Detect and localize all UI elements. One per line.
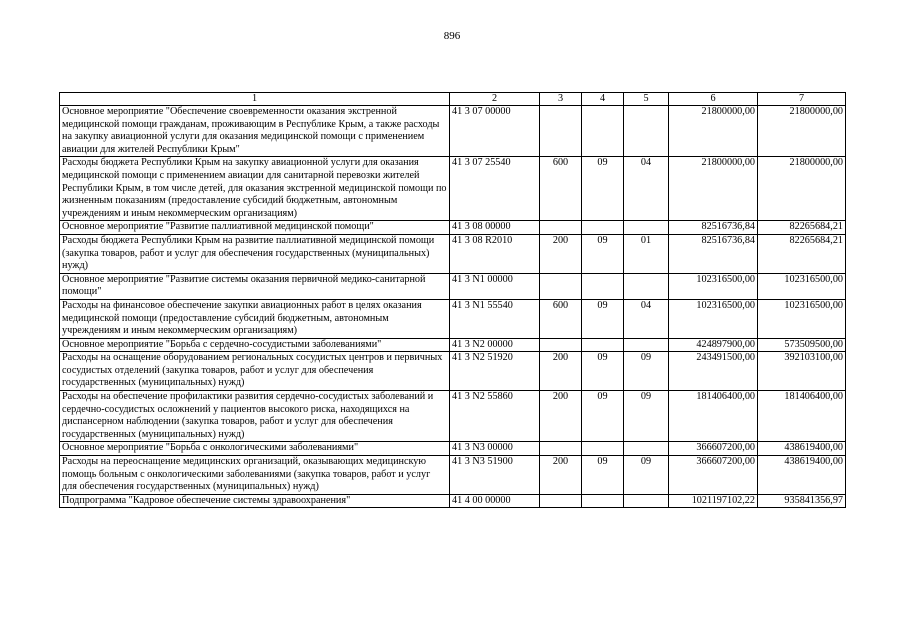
row-code: 41 3 N3 00000 (450, 442, 540, 456)
table-row (60, 106, 846, 157)
table-row (60, 338, 846, 352)
row-section: 09 (582, 352, 624, 391)
col-header-6: 6 (669, 93, 758, 106)
row-section: 09 (582, 234, 624, 273)
row-amount-col6: 1021197102,22 (669, 494, 758, 508)
row-name: Основное мероприятие "Развитие паллиативной медицинской помощи" (60, 221, 450, 235)
row-subsection: 01 (624, 234, 669, 273)
row-section (582, 338, 624, 352)
table-row (60, 157, 846, 221)
row-subsection (624, 106, 669, 157)
table-row (60, 299, 846, 338)
row-subsection (624, 494, 669, 508)
row-name: Основное мероприятие "Борьба с сердечно-сосудистыми заболеваниями" (60, 338, 450, 352)
row-code: 41 3 N2 55860 (450, 391, 540, 442)
row-expense-type: 200 (540, 391, 582, 442)
row-expense-type (540, 106, 582, 157)
row-section (582, 442, 624, 456)
table-header-row (60, 93, 846, 106)
row-section (582, 494, 624, 508)
row-amount-col7: 82265684,21 (758, 221, 846, 235)
table-row (60, 442, 846, 456)
row-subsection (624, 442, 669, 456)
row-amount-col6: 82516736,84 (669, 234, 758, 273)
table-row (60, 273, 846, 299)
row-amount-col6: 424897900,00 (669, 338, 758, 352)
row-amount-col7: 102316500,00 (758, 299, 846, 338)
row-amount-col6: 243491500,00 (669, 352, 758, 391)
table-row (60, 221, 846, 235)
col-header-4: 4 (582, 93, 624, 106)
row-section: 09 (582, 391, 624, 442)
row-expense-type (540, 442, 582, 456)
table-row (60, 234, 846, 273)
row-subsection: 09 (624, 456, 669, 495)
row-amount-col6: 102316500,00 (669, 299, 758, 338)
row-amount-col7: 21800000,00 (758, 157, 846, 221)
row-amount-col6: 21800000,00 (669, 106, 758, 157)
row-amount-col7: 102316500,00 (758, 273, 846, 299)
row-expense-type: 600 (540, 157, 582, 221)
col-header-3: 3 (540, 93, 582, 106)
table-body (60, 106, 846, 508)
row-code: 41 3 N1 00000 (450, 273, 540, 299)
col-header-2: 2 (450, 93, 540, 106)
row-amount-col6: 82516736,84 (669, 221, 758, 235)
row-code: 41 3 07 25540 (450, 157, 540, 221)
row-name: Расходы на финансовое обеспечение закупки авиационных работ в целях оказания медицинской помощи (предоставление субсидий бюджетным, автономным учреждениям и иным некоммерческим организациям) (60, 299, 450, 338)
row-name: Расходы бюджета Республики Крым на закупку авиационной услуги для оказания медицинской помощи с применением авиации для санитарной перевозки жителей Республики Крым, в том числе детей, для оказания экстренной медицинской помощи по жизненным показаниям (предоставление субсидий бюджетным, автономным учреждениям и иным некоммерческим организациям) (60, 157, 450, 221)
row-amount-col7: 438619400,00 (758, 456, 846, 495)
col-header-5: 5 (624, 93, 669, 106)
budget-table (59, 92, 846, 508)
row-amount-col6: 102316500,00 (669, 273, 758, 299)
row-amount-col7: 438619400,00 (758, 442, 846, 456)
row-name: Расходы на оснащение оборудованием региональных сосудистых центров и первичных сосудистых отделений (закупка товаров, работ и услуг для обеспечения государственных (муниципальных) нужд) (60, 352, 450, 391)
row-expense-type: 200 (540, 456, 582, 495)
row-amount-col7: 935841356,97 (758, 494, 846, 508)
row-amount-col7: 573509500,00 (758, 338, 846, 352)
row-code: 41 3 N1 55540 (450, 299, 540, 338)
row-expense-type (540, 338, 582, 352)
row-code: 41 3 N2 00000 (450, 338, 540, 352)
row-subsection (624, 273, 669, 299)
table-row (60, 391, 846, 442)
row-subsection: 09 (624, 391, 669, 442)
row-subsection: 04 (624, 299, 669, 338)
row-expense-type (540, 273, 582, 299)
row-amount-col7: 82265684,21 (758, 234, 846, 273)
row-name: Основное мероприятие "Развитие системы оказания первичной медико-санитарной помощи" (60, 273, 450, 299)
row-expense-type: 200 (540, 234, 582, 273)
table-row (60, 494, 846, 508)
row-name: Основное мероприятие "Обеспечение своевременности оказания экстренной медицинской помощи гражданам, проживающим в Республике Крым, а также расходы на закупку авиационной услуги для оказания медицинской помощи с применением авиации для жителей Республики Крым" (60, 106, 450, 157)
row-subsection (624, 338, 669, 352)
row-code: 41 3 N3 51900 (450, 456, 540, 495)
row-subsection (624, 221, 669, 235)
row-section: 09 (582, 299, 624, 338)
row-amount-col6: 181406400,00 (669, 391, 758, 442)
row-section: 09 (582, 456, 624, 495)
row-name: Основное мероприятие "Борьба с онкологическими заболеваниями" (60, 442, 450, 456)
row-amount-col6: 21800000,00 (669, 157, 758, 221)
col-header-1: 1 (60, 93, 450, 106)
row-name: Расходы на обеспечение профилактики развития сердечно-сосудистых заболеваний и сердечно-сосудистых осложнений у пациентов высокого риска, находящихся на диспансерном наблюдении (закупка товаров, работ и услуг для обеспечения государственных (муниципальных) нужд) (60, 391, 450, 442)
row-code: 41 3 N2 51920 (450, 352, 540, 391)
row-amount-col6: 366607200,00 (669, 456, 758, 495)
row-expense-type: 600 (540, 299, 582, 338)
row-section (582, 273, 624, 299)
row-subsection: 09 (624, 352, 669, 391)
row-amount-col7: 392103100,00 (758, 352, 846, 391)
row-code: 41 4 00 00000 (450, 494, 540, 508)
row-subsection: 04 (624, 157, 669, 221)
row-expense-type: 200 (540, 352, 582, 391)
col-header-7: 7 (758, 93, 846, 106)
page-number: 896 (443, 30, 461, 42)
row-name: Расходы на переоснащение медицинских организаций, оказывающих медицинскую помощь больным с онкологическими заболеваниями (закупка товаров, работ и услуг для обеспечения государственных (муниципальных) нужд) (60, 456, 450, 495)
row-code: 41 3 08 R2010 (450, 234, 540, 273)
row-section: 09 (582, 157, 624, 221)
table-row (60, 352, 846, 391)
row-section (582, 221, 624, 235)
row-name: Расходы бюджета Республики Крым на развитие паллиативной медицинской помощи (закупка товаров, работ и услуг для обеспечения государственных (муниципальных) нужд) (60, 234, 450, 273)
row-expense-type (540, 494, 582, 508)
row-expense-type (540, 221, 582, 235)
table-row (60, 456, 846, 495)
row-code: 41 3 08 00000 (450, 221, 540, 235)
row-code: 41 3 07 00000 (450, 106, 540, 157)
row-section (582, 106, 624, 157)
row-name: Подпрограмма "Кадровое обеспечение системы здравоохранения" (60, 494, 450, 508)
row-amount-col7: 181406400,00 (758, 391, 846, 442)
row-amount-col7: 21800000,00 (758, 106, 846, 157)
row-amount-col6: 366607200,00 (669, 442, 758, 456)
